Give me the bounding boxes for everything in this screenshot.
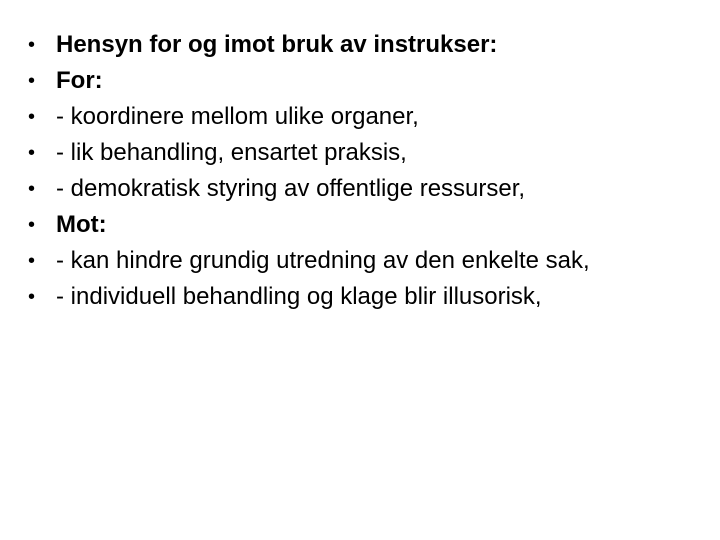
bullet-text: Mot: (56, 211, 107, 238)
bullet-text: - koordinere mellom ulike organer, (56, 103, 419, 130)
bullet-dot-icon: • (28, 106, 36, 128)
bullet-dot-icon: • (28, 142, 36, 164)
bullet-item (28, 246, 688, 276)
bullet-dot-icon: • (28, 214, 36, 236)
bullet-text: - kan hindre grundig utredning av den enkelte sak, (56, 247, 590, 274)
bullet-dot-icon: • (28, 178, 36, 200)
bullet-text: - demokratisk styring av offentlige ressurser, (56, 175, 526, 202)
bullet-item (28, 174, 688, 204)
bullet-list (28, 30, 688, 318)
bullet-text: For: (56, 67, 103, 94)
bullet-text: Hensyn for og imot bruk av instrukser: (56, 31, 498, 58)
bullet-text: - lik behandling, ensartet praksis, (56, 139, 407, 166)
bullet-dot-icon: • (28, 286, 36, 308)
bullet-item (28, 102, 688, 132)
bullet-item (28, 282, 688, 312)
bullet-dot-icon: • (28, 70, 36, 92)
bullet-item (28, 210, 688, 240)
bullet-item (28, 66, 688, 96)
bullet-item (28, 30, 688, 60)
bullet-dot-icon: • (28, 34, 36, 56)
bullet-text: - individuell behandling og klage blir illusorisk, (56, 283, 542, 310)
bullet-item (28, 138, 688, 168)
bullet-dot-icon: • (28, 250, 36, 272)
